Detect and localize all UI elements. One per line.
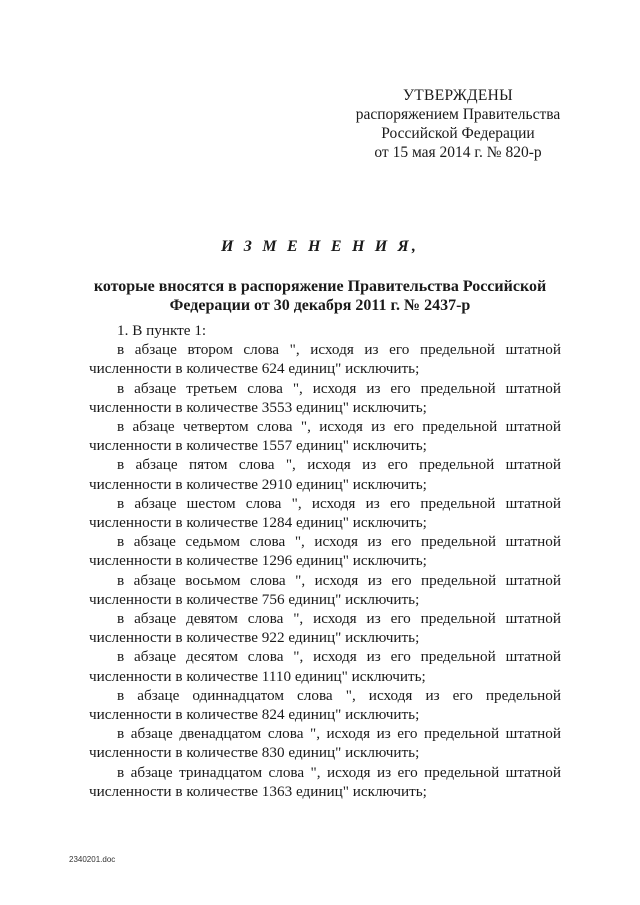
approval-line-1: распоряжением Правительства [355,106,561,123]
list-item-line-1: в абзаце десятом слова ", исходя из его предельной штатной [117,648,561,666]
list-item-line-2: численности в количестве 830 единиц" исключить; [89,744,420,762]
document-body [89,321,561,801]
list-item [89,686,561,724]
list-item [89,532,561,570]
list-item [89,494,561,532]
list-item-line-1: в абзаце одиннадцатом слова ", исходя из его предельной [117,686,561,704]
list-item [89,571,561,609]
approval-line-2: Российской Федерации [381,125,535,142]
footer-filename: 2340201.doc [69,855,116,864]
approval-title: УТВЕРЖДЕНЫ [403,87,513,104]
list-item [89,609,561,647]
list-item-line-1: в абзаце пятом слова ", исходя из его предельной штатной [117,456,561,474]
list-item-line-2: численности в количестве 922 единиц" исключить; [89,629,420,647]
list-item-line-2: численности в количестве 756 единиц" исключить; [89,590,420,608]
list-item-line-2: численности в количестве 824 единиц" исключить; [89,706,420,724]
list-item-line-2: численности в количестве 1296 единиц" исключить; [89,552,427,570]
list-item-line-1: в абзаце седьмом слова ", исходя из его предельной штатной [117,533,561,551]
list-item-line-1: в абзаце девятом слова ", исходя из его предельной штатной [117,610,561,628]
list-item-line-2: численности в количестве 3553 единиц" исключить; [89,398,427,416]
list-item [89,417,561,455]
document-heading [84,237,556,315]
list-item-line-1: в абзаце тринадцатом слова ", исходя из его предельной штатной [117,763,561,781]
list-item [89,379,561,417]
list-item-line-2: численности в количестве 624 единиц" исключить; [89,360,420,378]
list-item-line-2: численности в количестве 1110 единиц" исключить; [89,667,426,685]
document-title: И З М Е Н Е Н И Я, [220,238,420,255]
document-subtitle-line-2: Федерации от 30 декабря 2011 г. № 2437-р [169,297,471,314]
list-item-line-1: в абзаце третьем слова ", исходя из его предельной штатной [117,379,561,397]
list-item-line-1: в абзаце четвертом слова ", исходя из его предельной штатной [117,418,561,436]
list-item [89,340,561,378]
list-item-line-1: в абзаце восьмом слова ", исходя из его предельной штатной [117,571,561,589]
list-item-line-1: в абзаце втором слова ", исходя из его предельной штатной [117,341,561,359]
list-item [89,724,561,762]
list-item [89,647,561,685]
list-item-line-1: в абзаце шестом слова ", исходя из его предельной штатной [117,494,561,512]
approval-block [340,86,576,162]
list-item-line-2: численности в количестве 1557 единиц" исключить; [89,437,427,455]
list-item-line-2: численности в количестве 2910 единиц" исключить; [89,475,427,493]
list-item [89,763,561,801]
clause-intro: 1. В пункте 1: [117,322,207,339]
list-item-line-2: численности в количестве 1363 единиц" исключить; [89,782,427,800]
approval-line-3: от 15 мая 2014 г. № 820-р [374,144,542,161]
document-subtitle-line-1: которые вносятся в распоряжение Правительства Российской [93,278,547,295]
list-item-line-2: численности в количестве 1284 единиц" исключить; [89,514,427,532]
list-item [89,455,561,493]
list-item-line-1: в абзаце двенадцатом слова ", исходя из его предельной штатной [117,725,561,743]
